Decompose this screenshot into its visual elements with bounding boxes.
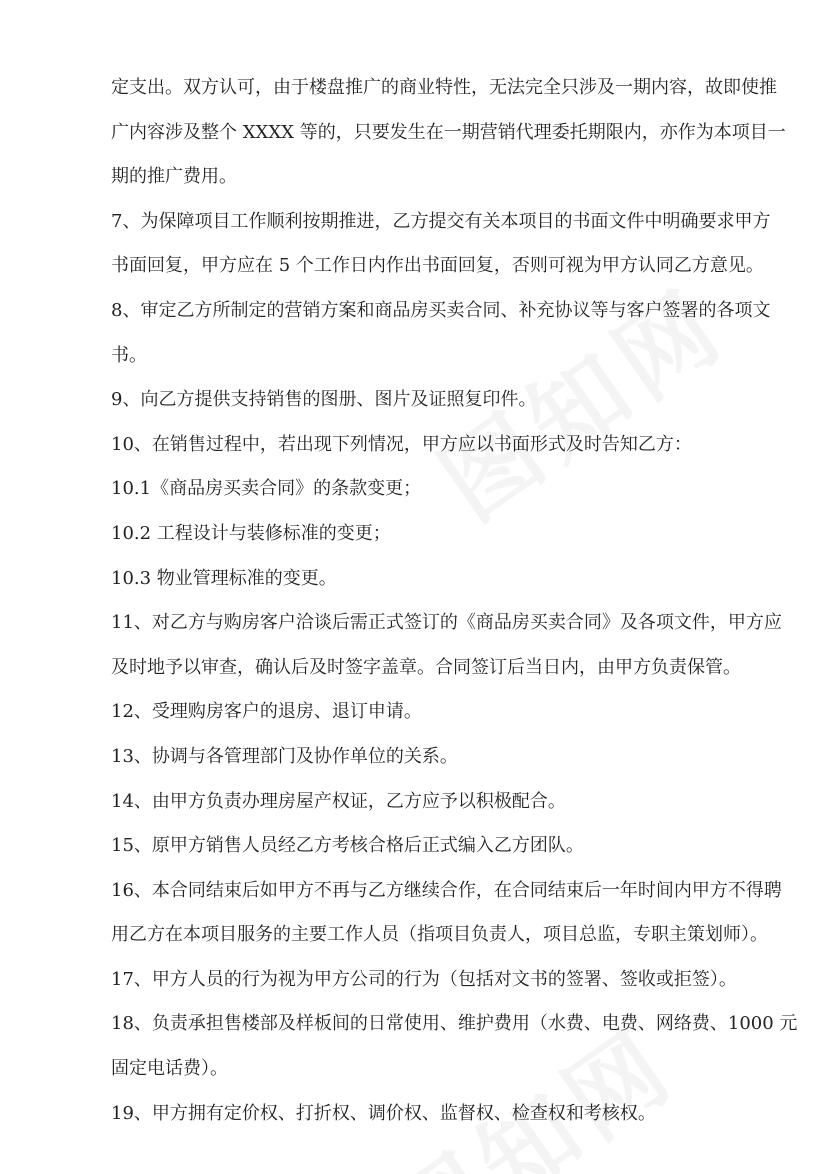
text-line: 书。 (111, 344, 147, 366)
text-line: 8、审定乙方所制定的营销方案和商品房买卖合同、补充协议等与客户签署的各项文 (111, 299, 771, 321)
text-line: 15、原甲方销售人员经乙方考核合格后正式编入乙方团队。 (111, 835, 584, 857)
text-line: 期的推广费用。 (111, 166, 237, 188)
text-line: 14、由甲方负责办理房屋产权证，乙方应予以积极配合。 (111, 790, 566, 812)
text-line: 10.2 工程设计与装修标准的变更； (111, 522, 391, 544)
document-body (111, 66, 798, 1136)
text-line: 18、负责承担售楼部及样板间的日常使用、维护费用（水费、电费、网络费、1000 元 (111, 1013, 798, 1035)
text-line: 10.1《商品房买卖合同》的条款变更； (111, 478, 422, 500)
text-line: 固定电话费）。 (111, 1058, 228, 1080)
text-line: 13、协调与各管理部门及协作单位的关系。 (111, 745, 458, 767)
text-line: 11、对乙方与购房客户洽谈后需正式签订的《商品房买卖合同》及各项文件，甲方应 (111, 612, 782, 634)
text-line: 书面回复，甲方应在 5 个工作日内作出书面回复，否则可视为甲方认同乙方意见。 (111, 255, 764, 277)
text-line: 7、为保障项目工作顺利按期推进，乙方提交有关本项目的书面文件中明确要求甲方 (111, 210, 771, 232)
text-line: 定支出。双方认可，由于楼盘推广的商业特性，无法完全只涉及一期内容，故即使推 (111, 77, 777, 98)
text-line: 16、本合同结束后如甲方不再与乙方继续合作，在合同结束后一年时间内甲方不得聘 (111, 879, 782, 901)
text-line: 及时地予以审查，确认后及时签字盖章。合同签订后当日内，由甲方负责保管。 (111, 656, 741, 678)
text-line: 12、受理购房客户的退房、退订申请。 (111, 701, 422, 723)
text-line: 19、甲方拥有定价权、打折权、调价权、监督权、检查权和考核权。 (111, 1102, 656, 1124)
text-line: 9、向乙方提供支持销售的图册、图片及证照复印件。 (111, 389, 537, 411)
text-line: 10.3 物业管理标准的变更。 (111, 567, 337, 589)
text-line: 广内容涉及整个 XXXX 等的，只要发生在一期营销代理委托期限内，亦作为本项目一 (111, 121, 786, 143)
text-line: 用乙方在本项目服务的主要工作人员（指项目负责人，项目总监，专职主策划师）。 (111, 924, 768, 946)
text-line: 17、甲方人员的行为视为甲方公司的行为（包括对文书的签署、签收或拒签）。 (111, 968, 737, 990)
text-line: 10、在销售过程中，若出现下列情况，甲方应以书面形式及时告知乙方： (111, 433, 692, 455)
